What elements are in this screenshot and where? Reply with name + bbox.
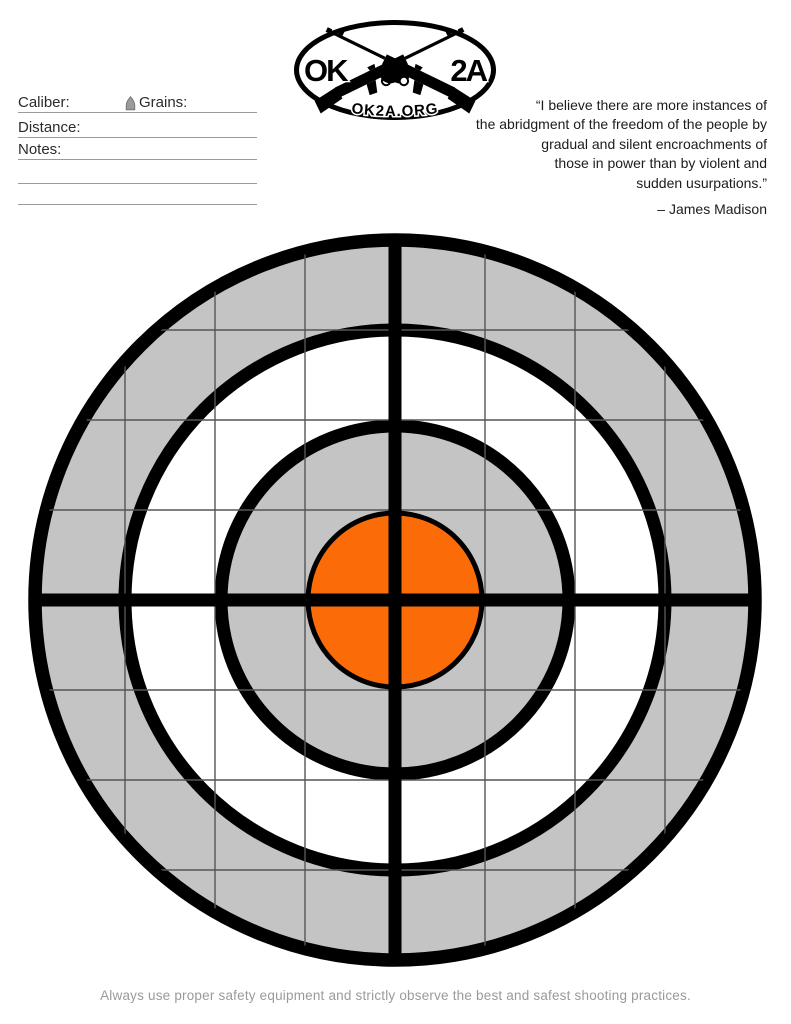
grains-group <box>125 94 187 111</box>
quote-line: sudden usurpations.” <box>636 174 767 191</box>
logo-text-ok: OK <box>304 53 347 88</box>
grains-label: Grains: <box>139 94 188 111</box>
distance-label: Distance: <box>18 119 81 136</box>
quote-line: those in power than by violent and <box>554 155 767 172</box>
distance-row <box>18 117 257 138</box>
notes-label: Notes: <box>18 141 62 158</box>
quote-line: “I believe there are more instances of <box>535 97 767 113</box>
quote-line: gradual and silent encroachments of <box>541 135 767 152</box>
bullet-icon <box>125 96 136 111</box>
safety-notice: Always use proper safety equipment and strictly observe the best and safest shooting practices. <box>100 988 691 1003</box>
quote-line: the abridgment of the freedom of the people by <box>475 116 767 133</box>
quote-block <box>437 96 767 219</box>
caliber-label: Caliber: <box>18 94 70 111</box>
bullseye-target <box>23 228 767 972</box>
caliber-grains-row <box>18 92 257 113</box>
quote-attribution: – James Madison <box>657 201 767 218</box>
logo-website: OK2A.ORG <box>350 100 440 121</box>
blank-ruled-line <box>18 184 257 205</box>
blank-ruled-line <box>18 163 257 184</box>
notes-row <box>18 139 257 160</box>
logo-text-2a: 2A <box>450 53 486 88</box>
